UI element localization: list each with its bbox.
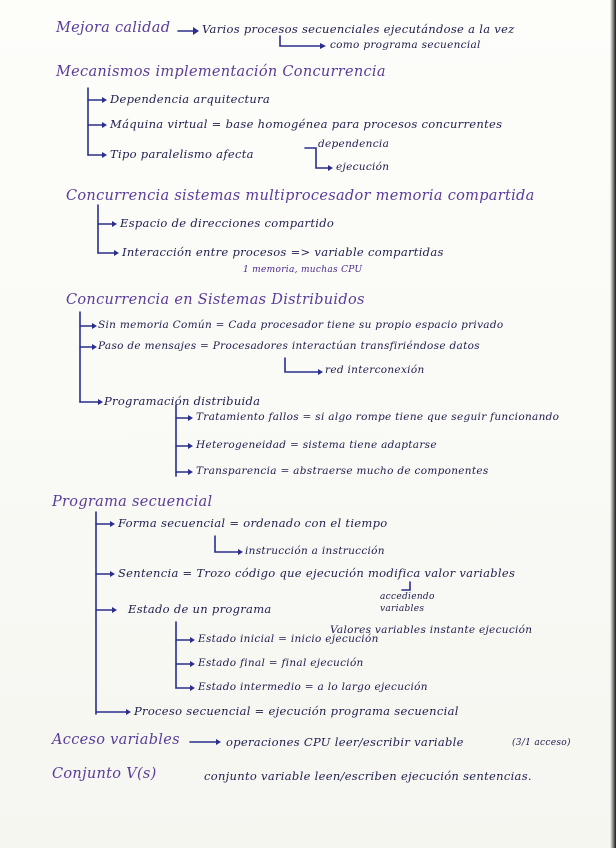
note-tratamiento-fallos: Tratamiento fallos = si algo rompe tiene que seguir funcionando <box>196 411 560 423</box>
note-conjunto-variable: conjunto variable leen/escriben ejecución sentencias. <box>204 769 532 783</box>
heading-mejora-calidad: Mejora calidad <box>56 20 171 36</box>
heading-distribuidos: Concurrencia en Sistemas Distribuidos <box>66 292 365 308</box>
note-sentencia: Sentencia = Trozo código que ejecución modifica valor variables <box>118 566 516 580</box>
note-accediendo: accediendo <box>380 592 435 602</box>
note-dependencia: dependencia <box>318 138 390 150</box>
note-maquina-virtual: Máquina virtual = base homogénea para procesos concurrentes <box>110 117 503 131</box>
note-red-interconexion: red interconexión <box>325 364 425 376</box>
note-una-memoria: 1 memoria, muchas CPU <box>243 265 363 275</box>
note-programa-secuencial: como programa secuencial <box>330 39 481 51</box>
note-variables: variables <box>380 604 425 614</box>
arrow-line-1b <box>280 36 320 46</box>
note-estado-intermedio: Estado intermedio = a lo largo ejecución <box>198 681 428 693</box>
heading-multiprocesador: Concurrencia sistemas multiprocesador memoria compartida <box>66 188 535 204</box>
note-estado-programa: Estado de un programa <box>128 602 272 616</box>
note-ejecucion: ejecución <box>336 161 390 173</box>
note-valores-variables: Valores variables instante ejecución <box>330 624 533 636</box>
note-espacio-direcciones: Espacio de direcciones compartido <box>120 216 335 230</box>
note-tipo-paralelismo: Tipo paralelismo afecta <box>110 147 254 161</box>
note-estado-final: Estado final = final ejecución <box>198 657 364 669</box>
heading-acceso-variables: Acceso variables <box>52 732 180 748</box>
heading-programa-secuencial: Programa secuencial <box>52 494 213 510</box>
note-instruccion: instrucción a instrucción <box>245 545 385 557</box>
note-interaccion-procesos: Interacción entre procesos => variable compartidas <box>122 245 444 259</box>
note-proceso-secuencial: Proceso secuencial = ejecución programa secuencial <box>134 704 459 718</box>
heading-mecanismos: Mecanismos implementación Concurrencia <box>56 64 386 80</box>
note-forma-secuencial: Forma secuencial = ordenado con el tiempo <box>118 516 388 530</box>
note-paso-mensajes: Paso de mensajes = Procesadores interactúan transfiriéndose datos <box>98 340 480 352</box>
note-operaciones-cpu: operaciones CPU leer/escribir variable <box>226 735 464 749</box>
note-estado-inicial: Estado inicial = inicio ejecución <box>198 633 379 645</box>
note-sin-memoria-comun: Sin memoria Común = Cada procesador tiene su propio espacio privado <box>98 319 504 331</box>
note-dependencia-arquitectura: Dependencia arquitectura <box>110 92 271 106</box>
note-programacion-distribuida: Programación distribuida <box>104 394 261 408</box>
note-heterogeneidad: Heterogeneidad = sistema tiene adaptarse <box>196 439 437 451</box>
note-varios-procesos: Varios procesos secuenciales ejecutándose a la vez <box>202 22 515 36</box>
heading-conjunto-vs: Conjunto V(s) <box>52 766 157 782</box>
note-acceso-count: (3/1 acceso) <box>512 738 571 748</box>
note-transparencia: Transparencia = abstraerse mucho de componentes <box>196 465 489 477</box>
page-edge-shadow <box>610 0 616 848</box>
